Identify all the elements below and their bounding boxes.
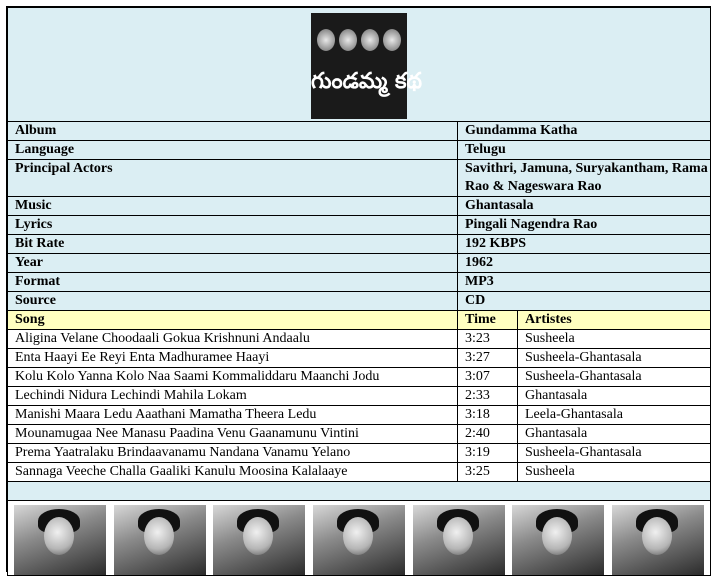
- info-row-year: [8, 254, 711, 273]
- info-value: CD: [458, 292, 711, 311]
- album-cover-logo: గుండమ్మ కథ: [311, 68, 422, 94]
- album-sheet: [6, 6, 711, 572]
- track-row: [8, 463, 711, 482]
- film-still-photo: [213, 505, 305, 575]
- track-song: Aligina Velane Choodaali Gokua Krishnuni Andaalu: [8, 330, 458, 349]
- info-label: Music: [8, 197, 458, 216]
- film-still-photo: [14, 505, 106, 575]
- info-label: Bit Rate: [8, 235, 458, 254]
- track-artists: Susheela-Ghantasala: [518, 349, 711, 368]
- info-value: Gundamma Katha: [458, 122, 711, 141]
- track-row: [8, 387, 711, 406]
- info-row-language: [8, 141, 711, 160]
- info-label: Year: [8, 254, 458, 273]
- info-value: 1962: [458, 254, 711, 273]
- track-song: Lechindi Nidura Lechindi Mahila Lokam: [8, 387, 458, 406]
- tracks-header-row: [8, 311, 711, 330]
- track-artists: Ghantasala: [518, 425, 711, 444]
- album-table: [7, 7, 711, 576]
- info-label: Language: [8, 141, 458, 160]
- spacer-cell: [8, 482, 711, 501]
- track-song: Sannaga Veeche Challa Gaaliki Kanulu Moosina Kalalaaye: [8, 463, 458, 482]
- film-still-photo: [512, 505, 604, 575]
- track-artists: Susheela: [518, 330, 711, 349]
- info-row-principal-actors: [8, 160, 711, 197]
- track-song: Enta Haayi Ee Reyi Enta Madhuramee Haayi: [8, 349, 458, 368]
- info-value: MP3: [458, 273, 711, 292]
- track-row: [8, 349, 711, 368]
- track-row: [8, 368, 711, 387]
- info-row-lyrics: [8, 216, 711, 235]
- info-label: Source: [8, 292, 458, 311]
- track-time: 3:19: [458, 444, 518, 463]
- album-cover-image: [311, 13, 422, 119]
- info-label: Format: [8, 273, 458, 292]
- track-row: [8, 425, 711, 444]
- film-still-photo: [313, 505, 405, 575]
- track-song: Manishi Maara Ledu Aaathani Mamatha Theera Ledu: [8, 406, 458, 425]
- photo-strip: [8, 501, 710, 575]
- photo-strip-cell: [8, 501, 711, 576]
- track-song: Mounamugaa Nee Manasu Paadina Venu Gaanamunu Vintini: [8, 425, 458, 444]
- track-time: 3:07: [458, 368, 518, 387]
- info-value: 192 KBPS: [458, 235, 711, 254]
- info-value: Ghantasala: [458, 197, 711, 216]
- track-time: 3:23: [458, 330, 518, 349]
- info-value: Pingali Nagendra Rao: [458, 216, 711, 235]
- info-value: Savithri, Jamuna, Suryakantham, Rama Rao & Nageswara Rao: [458, 160, 711, 197]
- tracks-header-time: Time: [458, 311, 518, 330]
- track-artists: Susheela-Ghantasala: [518, 368, 711, 387]
- track-time: 2:40: [458, 425, 518, 444]
- info-row-bit-rate: [8, 235, 711, 254]
- track-time: 2:33: [458, 387, 518, 406]
- track-row: [8, 406, 711, 425]
- tracks-header-artists: Artistes: [518, 311, 711, 330]
- film-still-photo: [612, 505, 704, 575]
- info-value: Telugu: [458, 141, 711, 160]
- info-row-format: [8, 273, 711, 292]
- track-song: Kolu Kolo Yanna Kolo Naa Saami Kommaliddaru Maanchi Jodu: [8, 368, 458, 387]
- track-artists: Susheela: [518, 463, 711, 482]
- info-row-music: [8, 197, 711, 216]
- track-row: [8, 444, 711, 463]
- info-row-source: [8, 292, 711, 311]
- info-row-album: [8, 122, 711, 141]
- track-time: 3:18: [458, 406, 518, 425]
- film-still-photo: [413, 505, 505, 575]
- cover-cell: [8, 8, 711, 122]
- track-artists: Susheela-Ghantasala: [518, 444, 711, 463]
- track-artists: Leela-Ghantasala: [518, 406, 711, 425]
- track-time: 3:27: [458, 349, 518, 368]
- track-song: Prema Yaatralaku Brindaavanamu Nandana Vanamu Yelano: [8, 444, 458, 463]
- spacer-row: [8, 482, 711, 501]
- info-label: Lyrics: [8, 216, 458, 235]
- track-row: [8, 330, 711, 349]
- film-still-photo: [114, 505, 206, 575]
- track-time: 3:25: [458, 463, 518, 482]
- info-label: Principal Actors: [8, 160, 458, 197]
- track-artists: Ghantasala: [518, 387, 711, 406]
- info-label: Album: [8, 122, 458, 141]
- tracks-header-song: Song: [8, 311, 458, 330]
